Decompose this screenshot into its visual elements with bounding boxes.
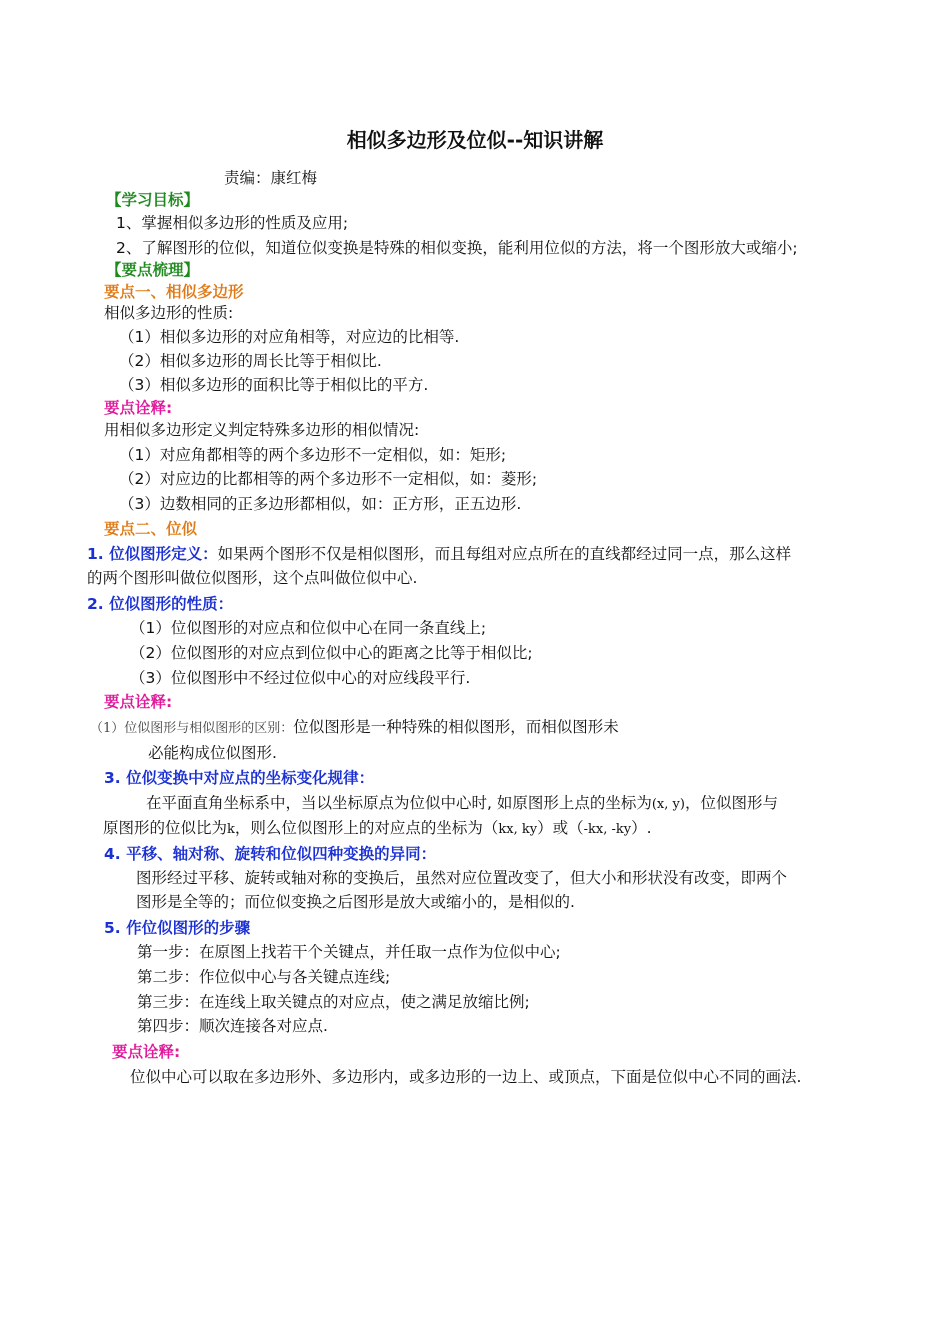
objective-item: 1、掌握相似多边形的性质及应用; [116, 214, 349, 232]
coordinate-neg-kx-ky: -kx, -ky [583, 822, 632, 837]
editor-line: 责编：康红梅 [224, 169, 318, 187]
step-item: 第四步：顺次连接各对应点. [137, 1017, 328, 1035]
transform-compare-text: 图形是全等的；而位似变换之后图形是放大或缩小的，是相似的. [136, 893, 575, 911]
properties-label: 2. 位似图形的性质： [87, 595, 234, 613]
definition-text-continued: 的两个图形叫做位似图形，这个点叫做位似中心. [87, 569, 418, 587]
point1-note-item: （1）对应角都相等的两个多边形不一定相似，如：矩形; [119, 446, 507, 464]
point2-note-text-continued: 必能构成位似图形. [148, 744, 277, 762]
point1-note-item: （2）对应边的比都相等的两个多边形不一定相似，如：菱形; [119, 470, 538, 488]
point2-note-text: 位似图形是一种特殊的相似图形，而相似图形未 [293, 718, 619, 736]
point1-note-intro: 用相似多边形定义判定特殊多边形的相似情况: [104, 421, 420, 439]
summary-heading: 【要点梳理】 [106, 261, 200, 279]
coordinate-rule-line [146, 792, 778, 816]
point1-item: （2）相似多边形的周长比等于相似比. [119, 352, 382, 370]
coordinate-text: ）或（ [537, 819, 584, 837]
step-item: 第三步：在连线上取关键点的对应点，使之满足放缩比例; [137, 993, 530, 1011]
coordinate-text: ，位似图形与 [684, 794, 778, 812]
coordinate-rule-line [103, 817, 652, 841]
coordinate-text: 原图形的位似比为 [103, 819, 228, 837]
coordinate-rule-label: 3. 位似变换中对应点的坐标变化规律： [104, 769, 375, 787]
objectives-heading: 【学习目标】 [106, 191, 200, 209]
definition-label: 1. 位似图形定义： [87, 545, 218, 563]
step-item: 第一步：在原图上找若干个关键点，并任取一点作为位似中心; [137, 943, 561, 961]
objective-item: 2、了解图形的位似，知道位似变换是特殊的相似变换，能利用位似的方法，将一个图形放大或缩小; [116, 239, 798, 257]
point1-item: （1）相似多边形的对应角相等，对应边的比相等. [119, 328, 460, 346]
steps-label: 5. 作位似图形的步骤 [104, 919, 251, 937]
point1-item: （3）相似多边形的面积比等于相似比的平方. [119, 376, 429, 394]
point2-note-heading: 要点诠释: [104, 693, 173, 711]
definition-text: 如果两个图形不仅是相似图形，而且每组对应点所在的直线都经过同一点，那么这样 [217, 545, 792, 563]
transform-compare-label: 4. 平移、轴对称、旋转和位似四种变换的异同： [104, 845, 437, 863]
point2-note-prefix: （1）位似图形与相似图形的区别： [90, 721, 294, 736]
point1-heading: 要点一、相似多边形 [104, 283, 244, 301]
page-title: 相似多边形及位似--知识讲解 [346, 128, 604, 152]
transform-compare-text: 图形经过平移、旋转或轴对称的变换后，虽然对应位置改变了，但大小和形状没有改变，即两个 [136, 869, 788, 887]
final-note-text: 位似中心可以取在多边形外、多边形内，或多边形的一边上、或顶点，下面是位似中心不同的画法. [130, 1068, 802, 1086]
point2-heading: 要点二、位似 [104, 520, 198, 538]
coordinate-kx-ky: kx, ky [498, 822, 538, 837]
coordinate-xy: (x, y) [651, 797, 685, 812]
property-item: （1）位似图形的对应点和位似中心在同一条直线上; [130, 619, 487, 637]
coordinate-text: ，则么位似图形上的对应点的坐标为（ [234, 819, 499, 837]
point1-note-heading: 要点诠释: [104, 399, 173, 417]
point1-intro: 相似多边形的性质: [104, 304, 234, 322]
point1-note-item: （3）边数相同的正多边形都相似，如：正方形，正五边形. [119, 495, 522, 513]
coordinate-k: k [227, 822, 235, 837]
step-item: 第二步：作位似中心与各关键点连线; [137, 968, 391, 986]
final-note-heading: 要点诠释: [112, 1043, 181, 1061]
coordinate-text: ）. [631, 819, 652, 837]
point2-note-line [90, 716, 619, 740]
definition-line [87, 543, 791, 565]
property-item: （2）位似图形的对应点到位似中心的距离之比等于相似比; [130, 644, 533, 662]
coordinate-text: 在平面直角坐标系中，当以坐标原点为位似中心时, 如原图形上点的坐标为 [146, 794, 652, 812]
property-item: （3）位似图形中不经过位似中心的对应线段平行. [130, 669, 471, 687]
